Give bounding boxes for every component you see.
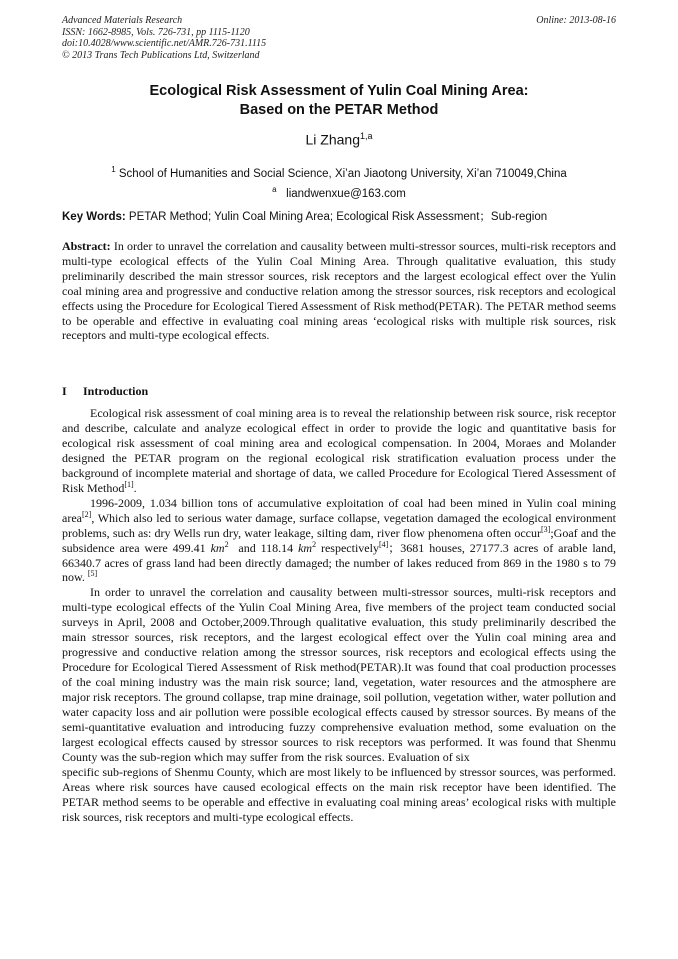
paragraph-1-end: .	[133, 480, 137, 495]
keywords-label: Key Words:	[62, 211, 126, 223]
unit-km-2-exponent: 2	[312, 539, 317, 549]
unit-km-1-exponent: 2	[224, 539, 229, 549]
keywords	[62, 208, 616, 224]
affiliation-superscript: 1	[111, 165, 116, 174]
paragraph-1-text: Ecological risk assessment of coal mining area is to reveal the relationship between risk source, risk receptor and describe, calculate and analyze ecological effect in order to provide the logic and quantitative basis for ecological risk assessment of coal mining area and ecological compensation. In 2004, Moraes and Molander designed the PETAR program on the regional ecological risk stratification evaluation process under the background of incomplete material and shortage of data, we called Procedure for Ecological Tiered Assessment of Risk Method	[62, 406, 616, 495]
author	[62, 131, 616, 148]
keywords-text: PETAR Method; Yulin Coal Mining Area; Ecological Risk Assessment；Sub-region	[128, 211, 548, 223]
title-line-2: Based on the PETAR Method	[239, 102, 439, 118]
paper-title	[62, 82, 616, 120]
publication-info	[62, 15, 266, 61]
paragraph-3	[62, 585, 616, 764]
paragraph-1	[62, 406, 616, 496]
author-name: Li Zhang	[305, 131, 360, 148]
affiliation	[62, 162, 616, 202]
paragraph-4-text: specific sub-regions of Shenmu County, which are most likely to be influenced by stressor sources, was performed. Areas where risk sources have caused ecological effects on the main risk receptor have been identified. The PETAR method seems to be operable and effective in evaluating coal mining areas’ ecological risks with multiple risk sources, risk receptors and multi-type ecological effects.	[62, 764, 616, 824]
author-email: liandwenxue@163.com	[286, 187, 406, 200]
abstract-label: Abstract:	[62, 239, 111, 253]
introduction-body	[62, 406, 616, 825]
paragraph-2	[62, 496, 616, 586]
citation-3: [3]	[540, 524, 551, 534]
section-number: I	[62, 384, 67, 398]
email-line	[62, 182, 616, 202]
paragraph-2-part-a: 1996-2009, 1.034 billion tons of accumulative exploitation of coal had been mined in Yulin coal mining area	[62, 495, 616, 525]
paragraph-2-part-b: , Which also led to serious water damage, surface collapse, vegetation damaged the ecological environment problems, such as: dry Wells run dry, water leakage, silting dam, river flow phenomena often occur	[62, 510, 616, 540]
citation-4: [4]	[378, 539, 389, 549]
affiliation-line	[62, 162, 616, 182]
paragraph-4	[62, 765, 616, 825]
citation-2: [2]	[81, 509, 92, 519]
abstract-text: In order to unravel the correlation and causality between multi-stressor sources, multi-risk receptors and multi-type ecological effects of the Yulin Coal Mining Area. Through qualitative evaluation, this study preliminarily described the main stressor sources, risk receptors and the largest ecological effect over the Yulin coal mining area and progressive and conductive relation among the stressor sources, risk receptors and ecological effects using the Procedure for Ecological Tiered Assessment of Risk method(PETAR). The PETAR method seems to be operable and effective in evaluating coal mining areas ‘ecological risks with multiple risk sources, risk receptors and multi-type ecological effects.	[62, 239, 616, 343]
doi-line: doi:10.4028/www.scientific.net/AMR.726-731.1115	[62, 38, 267, 49]
issn-line: ISSN: 1662-8985, Vols. 726-731, pp 1115-1120	[62, 26, 250, 38]
paragraph-2-part-f: ；3681 houses, 27177.3 acres of arable land, 66340.7 acres of grass land had been directly damaged; the number of lakes reduced from 869 in the 1980 s to 79 now.	[62, 540, 616, 585]
email-superscript: a	[272, 184, 277, 194]
citation-1: [1]	[124, 479, 134, 489]
unit-km-2: km	[298, 540, 313, 555]
abstract	[62, 239, 616, 343]
copyright-line: © 2013 Trans Tech Publications Ltd, Switzerland	[62, 49, 260, 61]
online-date: Online: 2013-08-16	[536, 15, 616, 26]
paragraph-2-part-c: ;Goaf and the subsidence area were 499.41	[62, 525, 616, 555]
author-superscript: 1,a	[359, 131, 373, 141]
paragraph-2-part-e: respectively	[320, 540, 379, 555]
title-line-1: Ecological Risk Assessment of Yulin Coal Mining Area:	[149, 83, 529, 99]
paragraph-3-text: In order to unravel the correlation and causality between multi-stressor sources, multi-risk receptors and multi-type ecological effects of the Yulin Coal Mining Area, five members of the project team conducted social surveys in April, 2008 and October,2009.Through qualitative evaluation, this study preliminarily described the main stressor sources, risk receptors, and the largest ecological effect over the Yulin coal mining area and progressive and conductive relation among the stressor sources, risk receptors and ecological effects using the Procedure for Ecological Tiered Assessment of Risk method(PETAR).It was found that coal production processes of the coal mining industry was the main risk source; land, vegetation, water resources and the atmosphere are major risk receptors. The ground collapse, trap mine drainage, soil pollution, vegetation wither, water pollution and water capacity loss and air pollution were possible ecological effects caused by stressor sources. By means of the semi-quantitative evaluation and introducing fuzzy comprehensive evaluation method, some evaluation on the largest ecological effects caused by stressor sources to risk receptors was performed. It was found that Shenmu County was the sub-region which may suffer from the risk sources. Evaluation of six	[62, 585, 616, 764]
section-title: Introduction	[83, 384, 149, 398]
section-heading	[62, 384, 148, 399]
unit-km-1: km	[210, 540, 225, 555]
journal-name: Advanced Materials Research	[62, 15, 183, 26]
paragraph-2-part-d: and 118.14	[238, 540, 294, 555]
affiliation-text: School of Humanities and Social Science, Xi’an Jiaotong University, Xi’an 710049,China	[118, 167, 567, 180]
citation-5: [5]	[87, 569, 98, 579]
